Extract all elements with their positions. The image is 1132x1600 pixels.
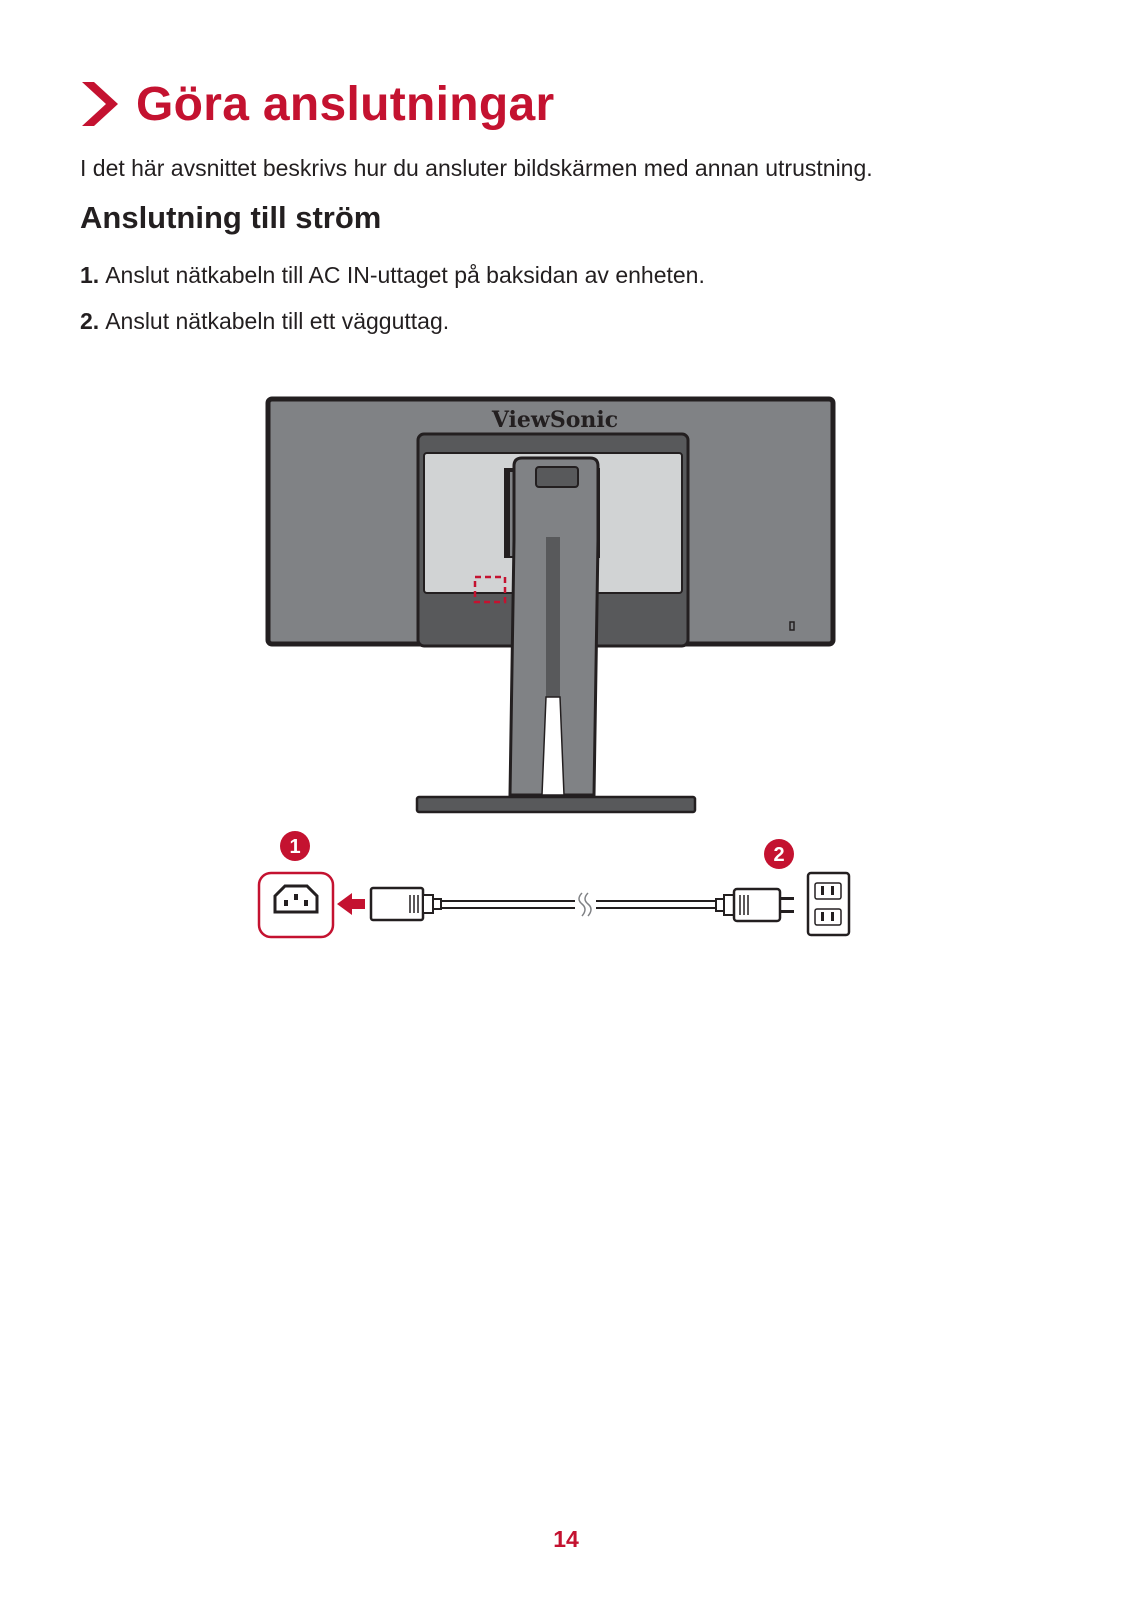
page-title: Göra anslutningar bbox=[136, 77, 555, 131]
intro-text: I det här avsnittet beskrivs hur du ansluter bildskärmen med annan utrustning. bbox=[80, 155, 873, 181]
step-number: 2. bbox=[80, 308, 100, 334]
brand-logo: ViewSonic bbox=[491, 407, 619, 433]
section-title: Anslutning till ström bbox=[80, 200, 382, 235]
power-cable-icon bbox=[371, 888, 794, 921]
step-text: Anslut nätkabeln till AC IN-uttaget på baksidan av enheten. bbox=[105, 262, 705, 288]
callout-2 bbox=[764, 839, 794, 869]
ac-in-socket-icon bbox=[259, 873, 333, 937]
svg-text:1: 1 bbox=[289, 836, 301, 858]
wall-outlet-icon bbox=[808, 873, 849, 935]
step-number: 1. bbox=[80, 262, 100, 288]
page-number: 14 bbox=[553, 1526, 579, 1552]
callout-1 bbox=[280, 831, 310, 861]
arrow-left-icon bbox=[337, 893, 365, 915]
step-text: Anslut nätkabeln till ett vägguttag. bbox=[105, 308, 450, 334]
svg-text:2: 2 bbox=[773, 844, 785, 866]
